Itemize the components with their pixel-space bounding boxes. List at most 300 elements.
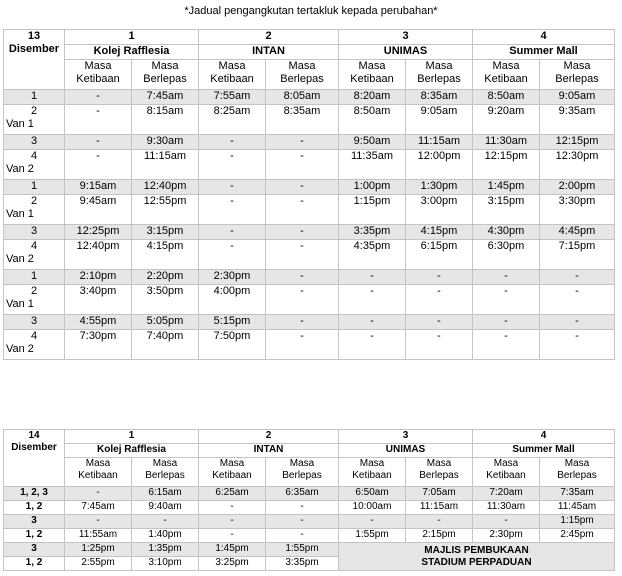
time-cell [339,315,406,330]
location-name-text: INTAN [253,444,284,455]
time-cell [199,543,266,557]
schedule-row [4,135,615,150]
schedule-row [4,543,615,557]
time-value: 4:15pm [146,240,184,252]
time-cell [266,180,339,195]
time-cell [339,105,406,135]
schedule-row [4,315,615,330]
time-cell [266,315,339,330]
column-header-line2: Ketibaan [78,470,118,481]
location-name-text: Summer Mall [509,45,578,57]
time-value: 8:05am [283,90,321,102]
time-cell [473,315,540,330]
time-value: 8:35am [283,105,321,117]
time-value: 3:15pm [146,225,184,237]
time-value: - [96,150,100,162]
header-row-locations-num [4,430,615,444]
time-cell [65,270,132,285]
time-cell [339,285,406,315]
time-value: 12:55pm [143,195,187,207]
column-header-line2: Ketibaan [484,73,528,85]
time-cell [199,240,266,270]
time-value: 9:40am [148,501,182,512]
time-cell [406,90,473,105]
time-value: - [370,515,374,526]
time-cell [540,195,615,225]
time-cell [406,135,473,150]
time-value: 1:15pm [560,515,594,526]
location-number [199,430,339,444]
column-header-line1: Masa [288,60,316,72]
trip-number: 2 [30,285,38,297]
time-value: - [300,135,304,147]
time-value: - [300,330,304,342]
time-cell [473,285,540,315]
time-cell [540,105,615,135]
time-value: 2:30pm [489,529,523,540]
time-value: - [230,195,234,207]
location-name-text: Summer Mall [512,444,575,455]
time-cell [132,135,199,150]
time-cell [406,150,473,180]
column-header [540,458,615,487]
column-header-line2: Berlepas [143,73,187,85]
location-name [65,45,199,60]
time-value: 4:55pm [79,315,117,327]
time-cell [473,330,540,360]
location-number [199,30,339,45]
time-value: 7:40pm [146,330,184,342]
column-header-line1: Masa [84,60,112,72]
time-cell [540,90,615,105]
time-value: - [230,150,234,162]
time-cell [199,90,266,105]
time-cell [540,150,615,180]
trip-label [4,90,65,105]
time-cell [339,180,406,195]
schedule-row [4,180,615,195]
column-header [339,60,406,90]
van-label: Van 2 [6,343,34,355]
time-cell [266,515,339,529]
time-value: - [230,501,234,512]
time-cell [473,240,540,270]
time-cell [339,330,406,360]
time-value: 3:35pm [353,225,391,237]
column-header-line1: Masa [85,458,111,469]
column-header [132,458,199,487]
column-header-line2: Ketibaan [350,73,394,85]
time-value: - [163,515,167,526]
time-cell [339,90,406,105]
time-cell [132,225,199,240]
date-header [4,430,65,487]
time-cell [199,501,266,515]
trip-label [4,557,65,571]
column-header [540,60,615,90]
time-cell [65,150,132,180]
header-row-locations-name [4,444,615,458]
time-cell [339,487,406,501]
time-cell [65,529,132,543]
time-cell [339,240,406,270]
time-value: - [300,150,304,162]
time-value: - [300,529,304,540]
time-value: 9:15am [79,180,117,192]
trip-label [4,501,65,515]
column-header-line1: Masa [218,60,246,72]
time-value: 8:35am [420,90,458,102]
time-cell [540,330,615,360]
time-cell [406,105,473,135]
time-cell [473,150,540,180]
time-cell [473,90,540,105]
time-value: - [300,225,304,237]
time-cell [473,515,540,529]
time-value: 4:00pm [213,285,251,297]
location-name-text: UNIMAS [383,45,428,57]
time-cell [266,105,339,135]
location-number-text: 4 [540,30,547,42]
time-value: 2:00pm [558,180,596,192]
time-value: 12:30pm [555,150,599,162]
trip-number: 1, 2, 3 [20,487,48,498]
time-value: 7:05am [422,487,456,498]
trip-number: 3 [30,135,38,147]
time-cell [132,285,199,315]
time-value: 7:45am [146,90,184,102]
time-value: 1:25pm [81,543,115,554]
time-value: - [504,330,508,342]
time-cell [339,135,406,150]
time-value: 2:15pm [422,529,456,540]
time-cell [266,543,339,557]
time-value: - [300,501,304,512]
time-value: 9:20am [487,105,525,117]
time-value: - [230,180,234,192]
column-header-line2: Ketibaan [76,73,120,85]
opening-ceremony-venue: STADIUM PERPADUAN [421,556,532,568]
column-header [65,458,132,487]
trip-label [4,150,65,180]
time-cell [473,270,540,285]
trip-number: 4 [30,330,38,342]
schedule-row [4,90,615,105]
column-header-line1: Masa [151,60,179,72]
trip-number: 3 [31,515,37,526]
trip-number: 4 [30,240,38,252]
time-cell [339,515,406,529]
column-header [406,458,473,487]
schedule-table-day-13 [3,29,615,360]
header-row-locations-num [4,30,615,45]
schedule-row [4,330,615,360]
time-cell [339,529,406,543]
time-cell [266,90,339,105]
column-header [266,458,339,487]
time-cell [406,180,473,195]
time-value: - [300,240,304,252]
time-value: 7:30pm [79,330,117,342]
time-value: 8:50am [487,90,525,102]
column-header-line1: Masa [219,458,245,469]
time-cell [266,270,339,285]
location-name-text: INTAN [252,45,285,57]
time-value: - [300,315,304,327]
time-value: 1:35pm [148,543,182,554]
time-cell [540,180,615,195]
time-cell [199,195,266,225]
location-number-text: 1 [128,30,135,42]
trip-label [4,180,65,195]
location-name-text: UNIMAS [385,444,426,455]
time-value: - [437,330,441,342]
time-cell [406,285,473,315]
location-number [473,30,615,45]
time-cell [266,225,339,240]
time-value: 11:55am [78,529,118,540]
time-value: - [300,270,304,282]
location-number [65,30,199,45]
time-value: - [437,270,441,282]
column-header [339,458,406,487]
time-cell [132,501,199,515]
location-number [339,430,473,444]
schedule-row [4,195,615,225]
time-value: 1:30pm [420,180,458,192]
column-header-line1: Masa [493,458,519,469]
trip-label [4,487,65,501]
time-cell [406,529,473,543]
trip-number: 2 [30,105,38,117]
location-name-text: Kolej Rafflesia [93,45,170,57]
time-cell [132,543,199,557]
time-value: 1:15pm [353,195,391,207]
time-cell [266,150,339,180]
schedule-row [4,487,615,501]
time-cell [199,285,266,315]
time-cell [406,501,473,515]
trip-number: 4 [30,150,38,162]
time-cell [132,487,199,501]
time-cell [199,270,266,285]
time-cell [132,557,199,571]
time-value: 9:45am [79,195,117,207]
time-value: 12:25pm [76,225,120,237]
header-row-locations-name [4,45,615,60]
time-value: 7:15pm [558,240,596,252]
time-value: 5:05pm [146,315,184,327]
time-cell [540,315,615,330]
schedule-table-day-14 [3,429,615,571]
time-value: - [230,225,234,237]
time-cell [266,285,339,315]
column-header-line1: Masa [359,458,385,469]
column-header-line2: Ketibaan [352,470,392,481]
time-value: 7:50pm [213,330,251,342]
location-name [65,444,199,458]
column-header-line2: Berlepas [555,73,599,85]
time-value: 3:25pm [215,557,249,568]
time-value: 3:35pm [285,557,319,568]
column-header [473,60,540,90]
time-value: 2:20pm [146,270,184,282]
time-value: 3:30pm [558,195,596,207]
time-cell [540,135,615,150]
header-row-columns [4,60,615,90]
time-cell [199,330,266,360]
time-value: - [230,529,234,540]
time-value: 1:45pm [215,543,249,554]
time-cell [65,135,132,150]
time-value: - [96,135,100,147]
time-value: 4:15pm [420,225,458,237]
time-cell [540,487,615,501]
time-cell [406,515,473,529]
schedule-row [4,240,615,270]
time-value: 8:50am [353,105,391,117]
time-cell [473,195,540,225]
van-label: Van 1 [6,118,34,130]
time-cell [65,225,132,240]
column-header-line2: Berlepas [145,470,185,481]
time-value: 11:35am [351,150,393,162]
time-value: - [96,105,100,117]
time-cell [473,180,540,195]
time-value: 7:20am [489,487,523,498]
time-cell [266,557,339,571]
time-cell [132,105,199,135]
column-header-line2: Berlepas [282,470,322,481]
time-cell [406,225,473,240]
time-value: 9:50am [353,135,391,147]
time-value: 2:45pm [560,529,594,540]
time-cell [199,105,266,135]
time-value: 8:15am [146,105,184,117]
time-cell [132,529,199,543]
time-value: 11:15am [419,501,459,512]
time-value: 9:05am [420,105,458,117]
time-value: 4:35pm [353,240,391,252]
time-value: 2:55pm [81,557,115,568]
time-value: 7:45am [81,501,115,512]
time-value: 1:45pm [487,180,525,192]
time-value: - [370,315,374,327]
opening-ceremony-title: MAJLIS PEMBUKAAN [424,544,529,556]
time-cell [132,515,199,529]
time-value: - [300,285,304,297]
time-cell [132,90,199,105]
schedule-row [4,270,615,285]
time-value: 7:55am [213,90,251,102]
column-header-line2: Berlepas [557,470,597,481]
column-header-line1: Masa [358,60,386,72]
time-cell [473,225,540,240]
time-value: - [300,195,304,207]
trip-number: 1, 2 [25,557,43,568]
trip-label [4,135,65,150]
time-value: - [504,315,508,327]
time-value: 3:10pm [148,557,182,568]
time-value: 12:40pm [143,180,187,192]
time-cell [132,240,199,270]
location-name [473,45,615,60]
time-cell [65,330,132,360]
time-cell [65,501,132,515]
time-cell [65,487,132,501]
time-value: 8:25am [213,105,251,117]
time-value: 9:30am [146,135,184,147]
time-value: - [504,270,508,282]
time-cell [65,543,132,557]
time-cell [199,529,266,543]
van-label: Van 1 [6,208,34,220]
header-row-columns [4,458,615,487]
time-cell [540,285,615,315]
time-cell [266,487,339,501]
time-cell [473,135,540,150]
time-cell [65,315,132,330]
trip-label [4,543,65,557]
trip-label [4,270,65,285]
schedule-row [4,150,615,180]
date-day: 14 [28,430,40,441]
time-value: - [575,330,579,342]
time-value: 5:15pm [213,315,251,327]
time-cell [132,330,199,360]
time-cell [65,557,132,571]
trip-label [4,240,65,270]
time-cell [65,90,132,105]
schedule-row [4,529,615,543]
time-cell [65,105,132,135]
column-header-line2: Berlepas [417,73,461,85]
trip-number: 3 [31,543,37,554]
schedule-row [4,515,615,529]
time-cell [65,515,132,529]
time-value: - [230,135,234,147]
location-number-text: 1 [128,430,135,441]
time-value: - [230,515,234,526]
column-header-line1: Masa [289,458,315,469]
column-header-line1: Masa [426,458,452,469]
time-value: - [96,487,100,498]
time-value: 12:15pm [555,135,599,147]
column-header [132,60,199,90]
time-cell [199,487,266,501]
column-header-line2: Berlepas [419,470,459,481]
time-cell [132,315,199,330]
time-cell [266,529,339,543]
time-cell [65,180,132,195]
column-header-line2: Ketibaan [210,73,254,85]
trip-label [4,105,65,135]
time-cell [406,315,473,330]
location-name-text: Kolej Rafflesia [97,444,166,455]
time-value: 4:45pm [558,225,596,237]
time-value: 3:50pm [146,285,184,297]
location-number-text: 3 [402,430,409,441]
time-value: 1:00pm [353,180,391,192]
location-number [473,430,615,444]
time-value: 11:30am [485,135,527,147]
time-cell [199,135,266,150]
location-number-text: 3 [402,30,409,42]
trip-number: 2 [30,195,38,207]
time-value: 4:30pm [487,225,525,237]
time-value: 6:15am [148,487,182,498]
column-header-line1: Masa [563,60,591,72]
